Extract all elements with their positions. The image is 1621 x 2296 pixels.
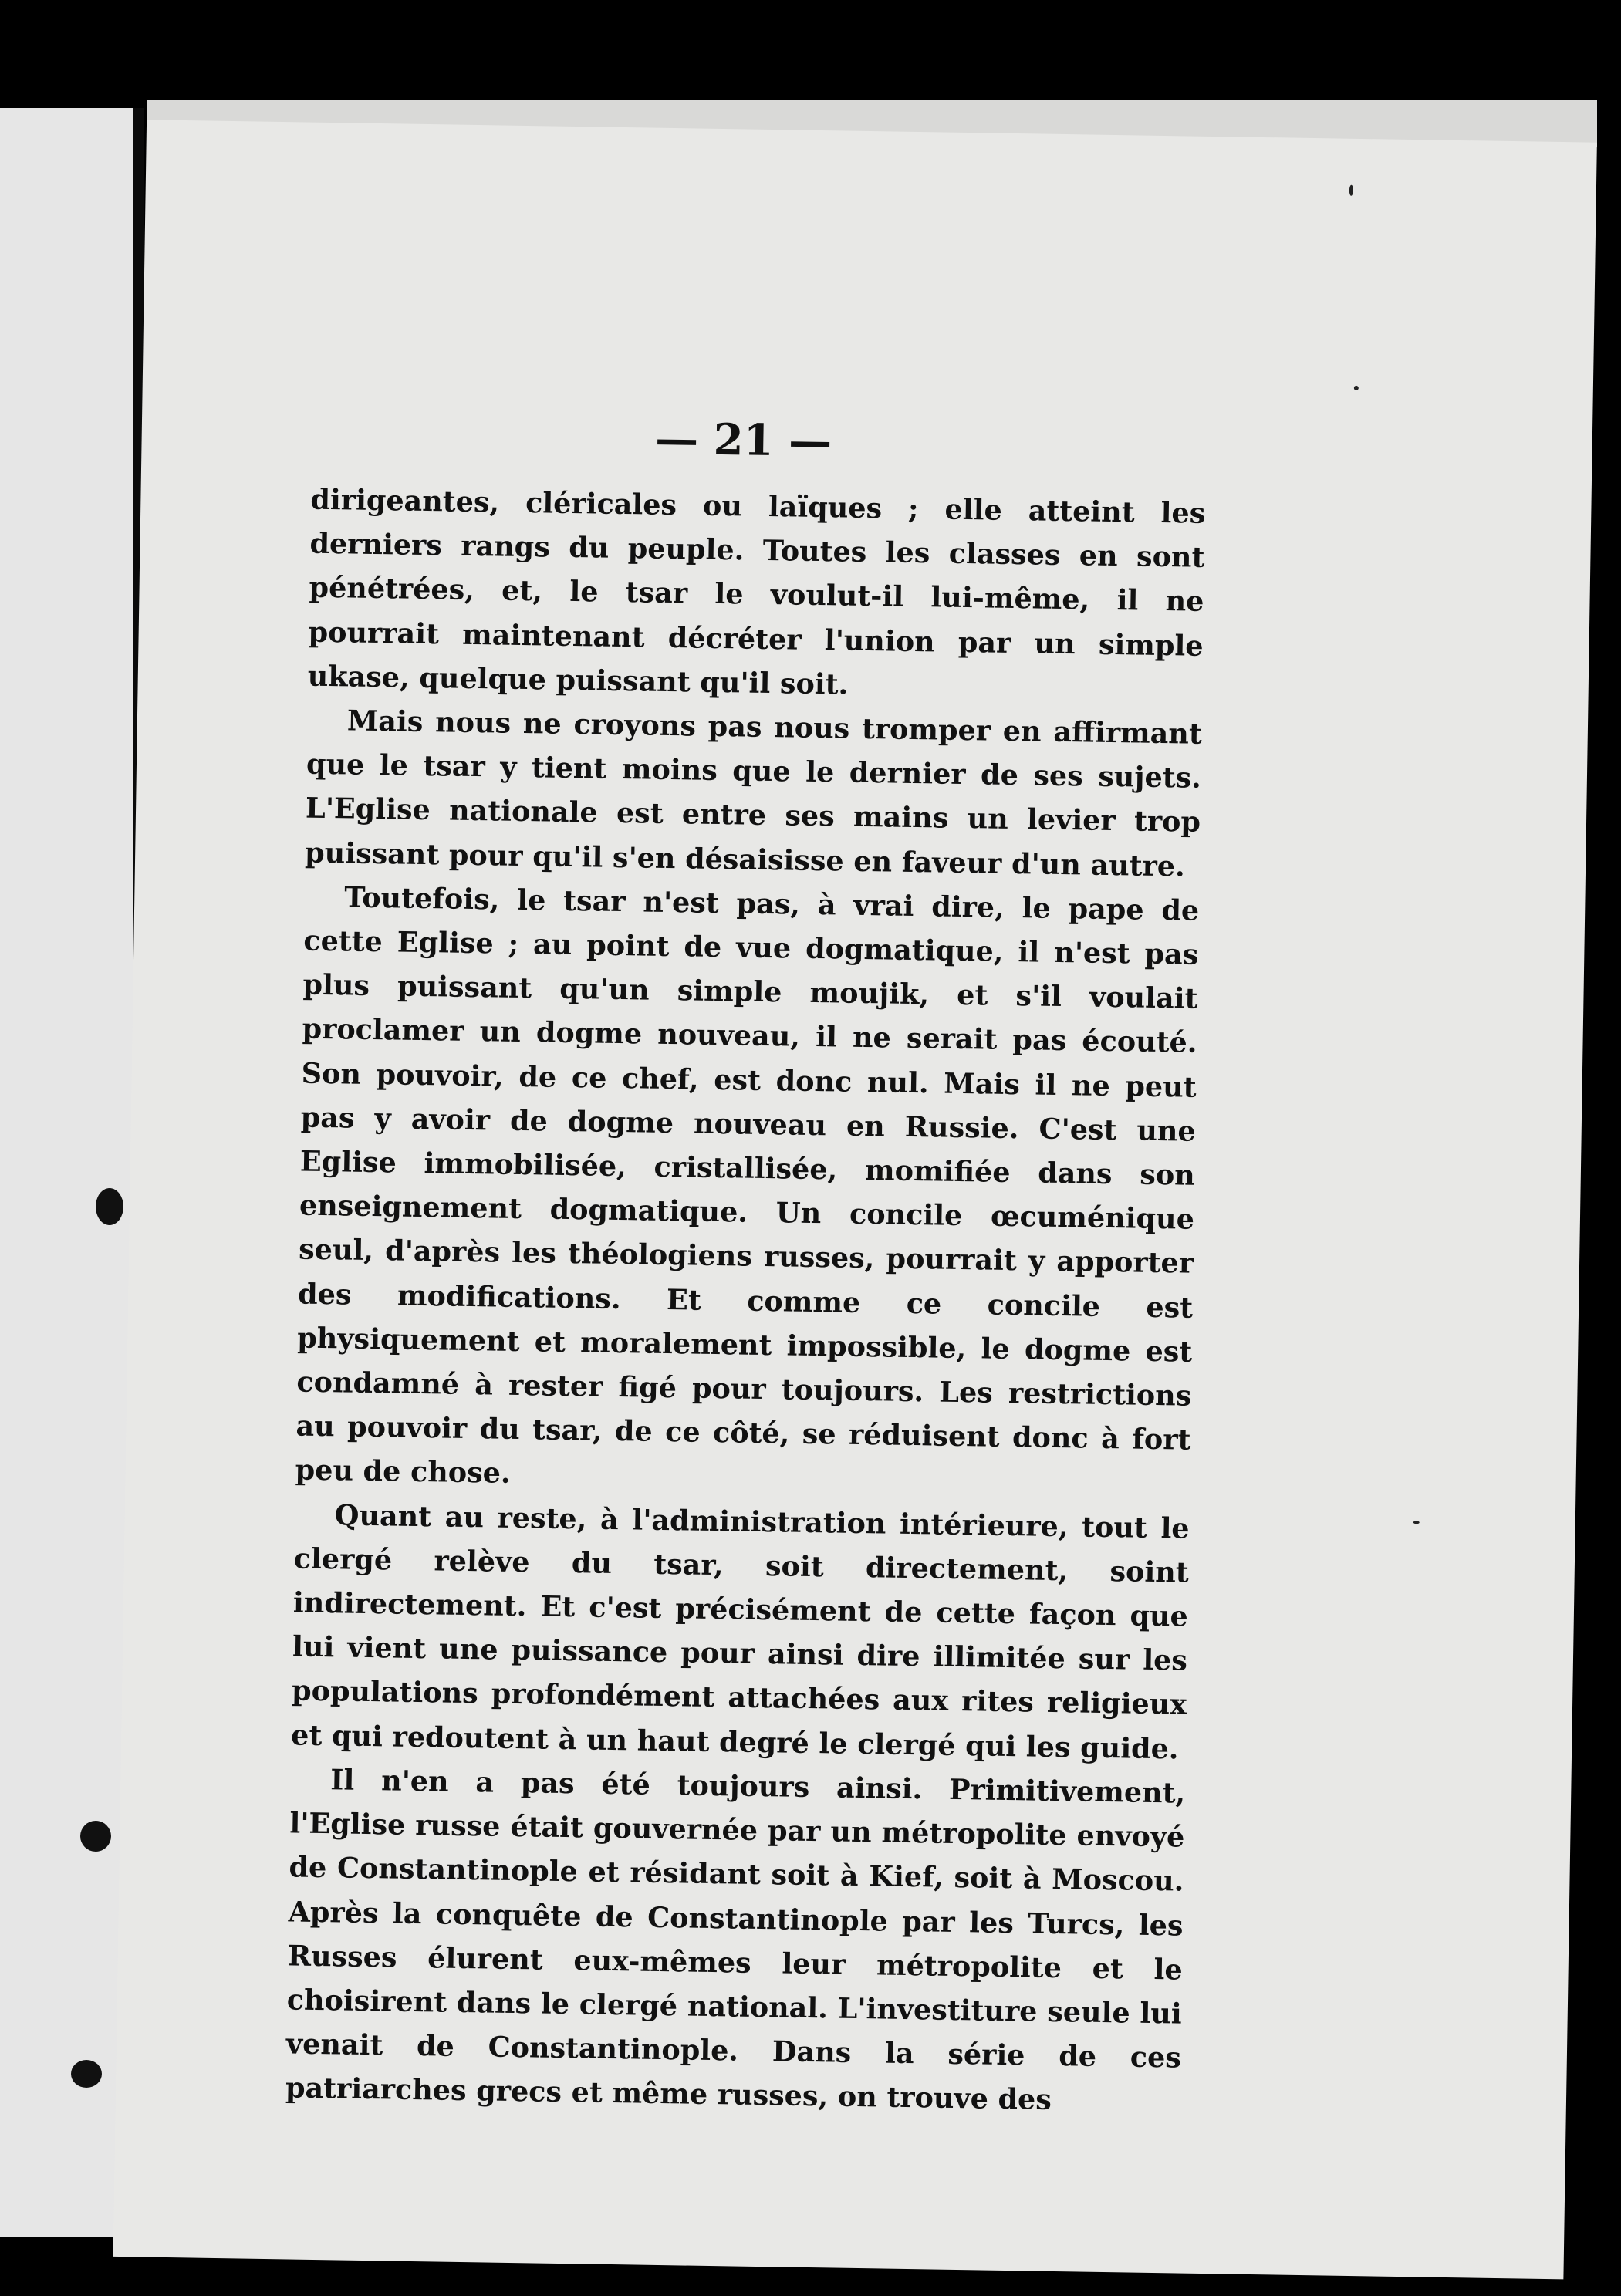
paragraph: dirigeantes, cléricales ou laïques ; elle atteint les derniers rangs du peuple. Toutes les classes en sont pénétrées, et, le tsar le voulut-il lui-même, il ne pourrait maintenant décréter l'union par un simple ukase, quelque puissant qu'il soit.: [307, 482, 1206, 701]
binding-clip: [96, 1188, 123, 1225]
page-number: — 21 —: [654, 413, 832, 468]
binding-clip: [80, 1821, 111, 1852]
paragraph: Quant au reste, à l'administration intérieure, tout le clergé relève du tsar, soit directement, soint indirectement. Et c'est précisément de cette façon que lui vient une puissance pour ainsi dire illimitée sur les populations profondément attachées aux rites religieux et qui redoutent à un haut degré le clergé qui les guide.: [290, 1497, 1190, 1766]
body-text: [285, 478, 1206, 2124]
scan-speck: [1413, 1521, 1420, 1524]
binding-clip: [71, 2060, 102, 2088]
paragraph: Il n'en a pas été toujours ainsi. Primitivement, l'Eglise russe était gouvernée par un métropolite envoyé de Constantinople et résidant soit à Kief, soit à Moscou. Après la conquête de Constantinople par les Turcs, les Russes élurent eux-mêmes leur métropolite et le choisirent dans le clergé national. L'investiture seule lui venait de Constantinople. Dans la série de ces patriarches grecs et même russes, on trouve des: [285, 1763, 1186, 2117]
paragraph: Toutefois, le tsar n'est pas, à vrai dire, le pape de cette Eglise ; au point de vue dogmatique, il n'est pas plus puissant qu'un simple moujik, et s'il voulait proclamer un dogme nouveau, il ne serait pas écouté. Son pouvoir, de ce chef, est donc nul. Mais il ne peut pas y avoir de dogme nouveau en Russie. C'est une Eglise immobilisée, cristallisée, momifiée dans son enseignement dogmatique. Un concile œcuménique seul, d'après les théologiens russes, pourrait y apporter des modifications. Et comme ce concile est physiquement et moralement impossible, le dogme est condamné à rester figé pour toujours. Les restrictions au pouvoir du tsar, de ce côté, se réduisent donc à fort peu de chose.: [295, 880, 1200, 1491]
paragraph: Mais nous ne croyons pas nous tromper en affirmant que le tsar y tient moins que le dernier de ses sujets. L'Eglise nationale est entre ses mains un levier trop puissant pour qu'il s'en désaisisse en faveur d'un autre.: [304, 704, 1203, 883]
scan-speck: [1349, 185, 1353, 196]
book-page: [113, 120, 1597, 2279]
scan-speck: [1354, 386, 1359, 390]
